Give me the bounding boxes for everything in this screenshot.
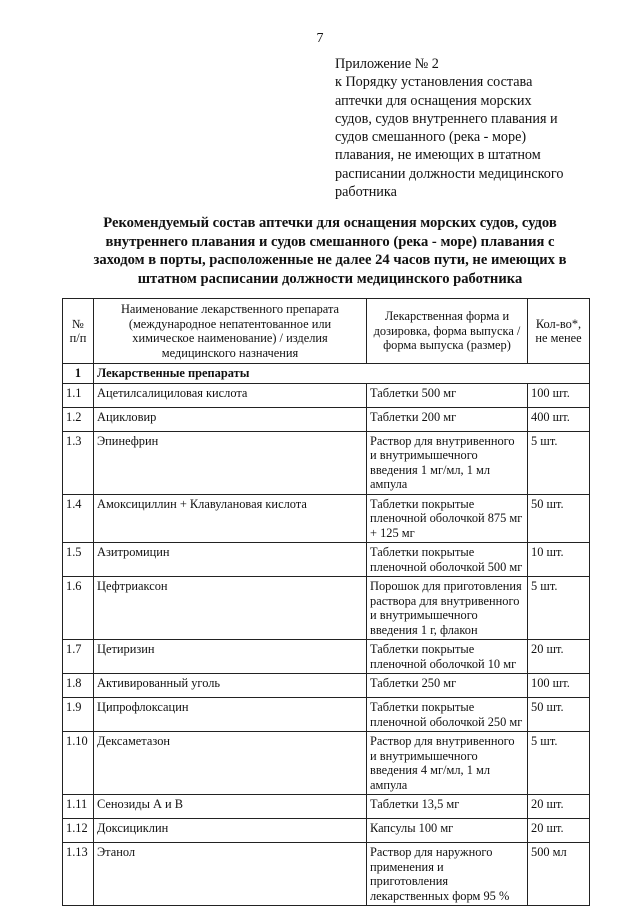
cell-name: Ципрофлоксацин (94, 698, 367, 732)
cell-num: 1.4 (63, 494, 94, 543)
medicines-table (62, 298, 590, 906)
table-row (63, 431, 590, 494)
cell-form: Раствор для внутривенного и внутримышечного введения 1 мг/мл, 1 мл ампула (367, 431, 528, 494)
cell-num: 1.5 (63, 543, 94, 577)
cell-name: Ацикловир (94, 407, 367, 431)
cell-form: Таблетки 200 мг (367, 407, 528, 431)
appendix-line: плавания, не имеющих в штатном (335, 147, 541, 164)
header-num: № п/п (63, 299, 94, 364)
cell-qty: 50 шт. (528, 698, 590, 732)
cell-num: 1.13 (63, 843, 94, 906)
cell-qty: 5 шт. (528, 431, 590, 494)
title-line: штатном расписании должности медицинского работника (137, 270, 523, 287)
table-row (63, 732, 590, 795)
cell-num: 1.7 (63, 640, 94, 674)
table-row (63, 843, 590, 906)
section-label: Лекарственные препараты (94, 364, 590, 384)
appendix-line: Приложение № 2 (335, 56, 439, 72)
table-row (63, 674, 590, 698)
title-line: внутреннего плавания и судов смешанного (река - море) плавания с (105, 233, 555, 250)
cell-form: Порошок для приготовления раствора для внутривенного и внутримышечного введения 1 г, флакон (367, 577, 528, 640)
cell-form: Таблетки покрытые пленочной оболочкой 10 мг (367, 640, 528, 674)
cell-num: 1.10 (63, 732, 94, 795)
cell-num: 1.9 (63, 698, 94, 732)
section-row (63, 364, 590, 384)
cell-qty: 5 шт. (528, 732, 590, 795)
cell-form: Раствор для внутривенного и внутримышечного введения 4 мг/мл, 1 мл ампула (367, 732, 528, 795)
cell-qty: 50 шт. (528, 494, 590, 543)
cell-form: Таблетки покрытые пленочной оболочкой 500 мг (367, 543, 528, 577)
document-title (70, 214, 590, 288)
cell-qty: 100 шт. (528, 383, 590, 407)
cell-name: Активированный уголь (94, 674, 367, 698)
cell-name: Дексаметазон (94, 732, 367, 795)
appendix-line: судов, судов внутреннего плавания и (335, 110, 558, 127)
table-row (63, 698, 590, 732)
cell-qty: 500 мл (528, 843, 590, 906)
table-row (63, 383, 590, 407)
appendix-line: расписании должности медицинского (335, 165, 564, 182)
cell-num: 1.11 (63, 795, 94, 819)
cell-form: Раствор для наружного применения и приготовления лекарственных форм 95 % (367, 843, 528, 906)
table-row (63, 407, 590, 431)
table-row (63, 577, 590, 640)
cell-qty: 5 шт. (528, 577, 590, 640)
cell-name: Доксициклин (94, 819, 367, 843)
cell-num: 1.1 (63, 383, 94, 407)
section-num: 1 (63, 364, 94, 384)
cell-form: Таблетки покрытые пленочной оболочкой 250 мг (367, 698, 528, 732)
cell-form: Таблетки 13,5 мг (367, 795, 528, 819)
cell-num: 1.2 (63, 407, 94, 431)
header-name: Наименование лекарственного препарата (международное непатентованное или химическое наименование) / изделия медицинского назначения (94, 299, 367, 364)
cell-form: Капсулы 100 мг (367, 819, 528, 843)
cell-qty: 20 шт. (528, 640, 590, 674)
cell-qty: 10 шт. (528, 543, 590, 577)
table-row (63, 494, 590, 543)
title-line: заходом в порты, расположенные не далее 24 часов пути, не имеющих в (93, 252, 567, 269)
appendix-line: судов смешанного (река - море) (335, 129, 527, 146)
header-qty: Кол-во*, не менее (528, 299, 590, 364)
cell-name: Цефтриаксон (94, 577, 367, 640)
cell-name: Этанол (94, 843, 367, 906)
appendix-line: работника (335, 184, 397, 201)
cell-form: Таблетки 250 мг (367, 674, 528, 698)
title-line: Рекомендуемый состав аптечки для оснащения морских судов, судов (103, 215, 557, 231)
table-header-row (63, 299, 590, 364)
cell-qty: 400 шт. (528, 407, 590, 431)
cell-num: 1.8 (63, 674, 94, 698)
cell-form: Таблетки 500 мг (367, 383, 528, 407)
table-row (63, 640, 590, 674)
page-number: 7 (316, 31, 324, 46)
cell-qty: 20 шт. (528, 819, 590, 843)
cell-name: Ацетилсалициловая кислота (94, 383, 367, 407)
cell-name: Амоксициллин + Клавулановая кислота (94, 494, 367, 543)
cell-name: Эпинефрин (94, 431, 367, 494)
cell-qty: 100 шт. (528, 674, 590, 698)
cell-num: 1.6 (63, 577, 94, 640)
table-row (63, 819, 590, 843)
appendix-reference (335, 55, 605, 201)
cell-form: Таблетки покрытые пленочной оболочкой 875 мг + 125 мг (367, 494, 528, 543)
cell-num: 1.12 (63, 819, 94, 843)
cell-num: 1.3 (63, 431, 94, 494)
cell-name: Азитромицин (94, 543, 367, 577)
cell-name: Цетиризин (94, 640, 367, 674)
table-row (63, 543, 590, 577)
cell-name: Сенозиды А и В (94, 795, 367, 819)
table-row (63, 795, 590, 819)
header-form: Лекарственная форма и дозировка, форма выпуска / форма выпуска (размер) (367, 299, 528, 364)
appendix-line: аптечки для оснащения морских (335, 92, 532, 109)
appendix-line: к Порядку установления состава (335, 74, 533, 91)
cell-qty: 20 шт. (528, 795, 590, 819)
